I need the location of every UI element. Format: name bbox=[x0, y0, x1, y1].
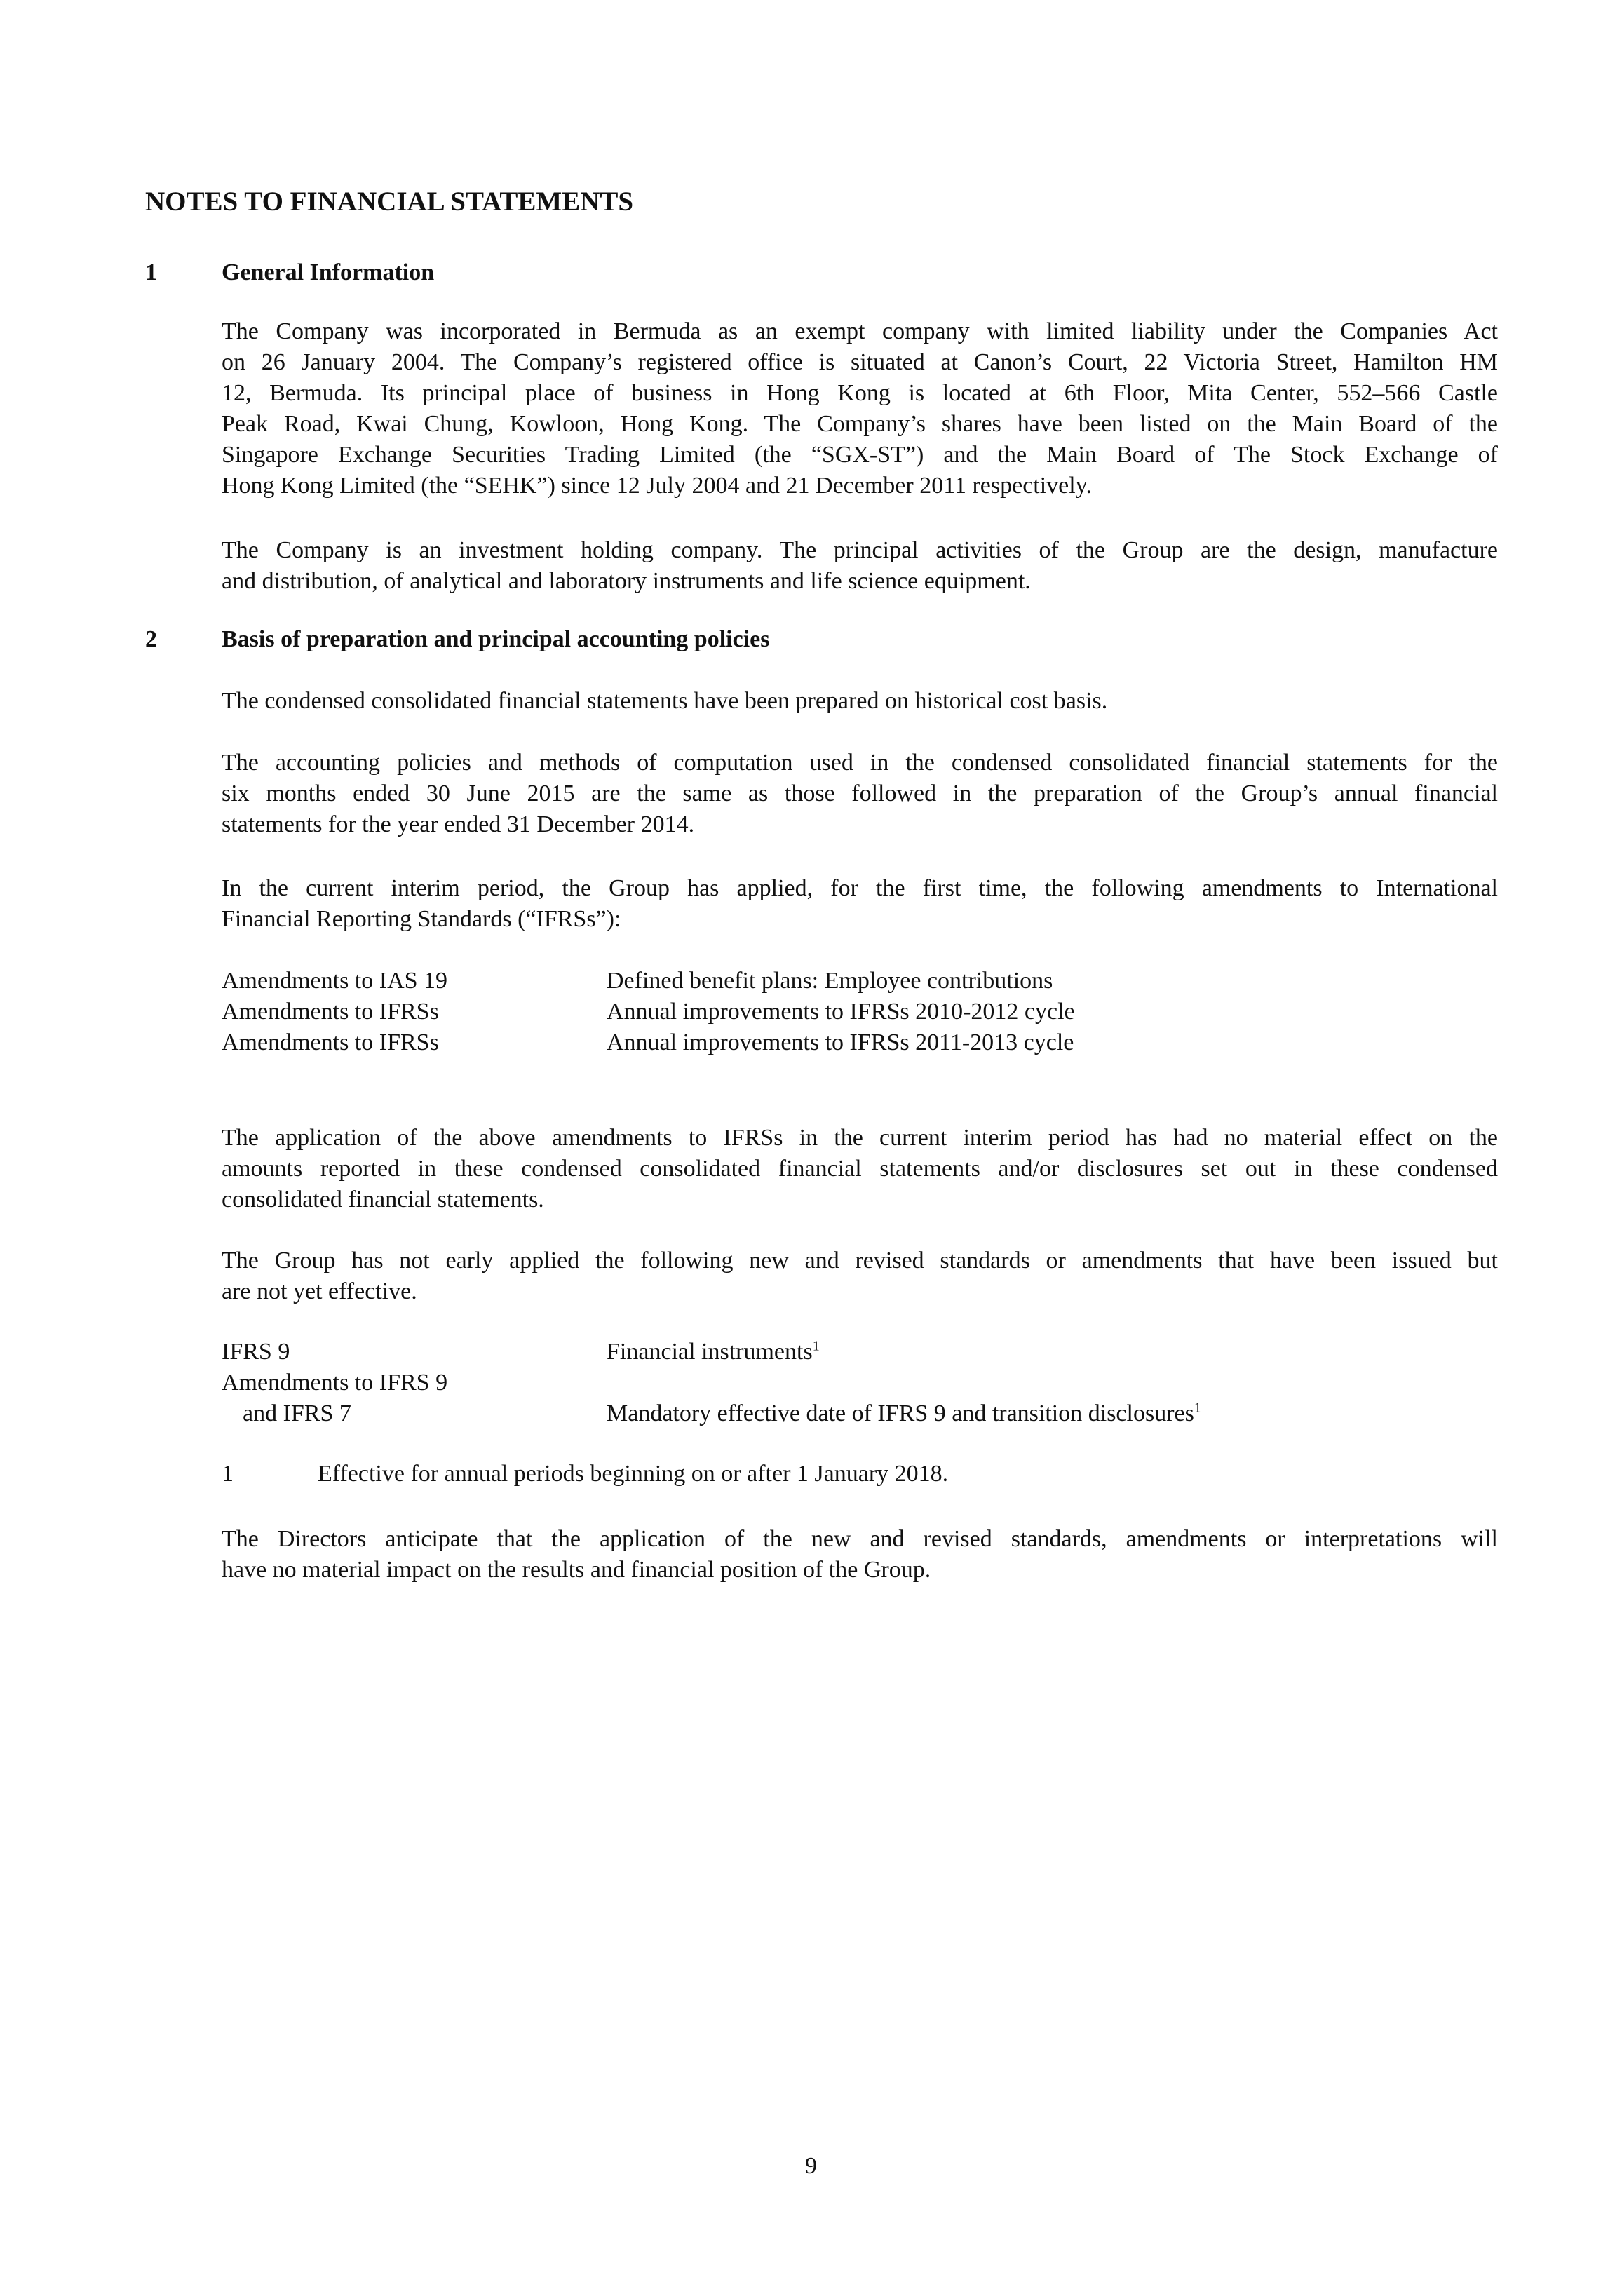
text-line: consolidated financial statements. bbox=[222, 1187, 544, 1213]
text-line: The accounting policies and methods of computation used in the condensed consolidated financial statements for the bbox=[222, 750, 1498, 776]
section-2-paragraph-1 bbox=[222, 686, 1498, 717]
text-line: Peak Road, Kwai Chung, Kowloon, Hong Kong. The Company’s shares have been listed on the Main Board of the bbox=[222, 411, 1498, 437]
text-line: The condensed consolidated financial statements have been prepared on historical cost basis. bbox=[222, 688, 1108, 714]
text-line: six months ended 30 June 2015 are the same as those followed in the preparation of the Group’s annual financial bbox=[222, 781, 1498, 806]
footnote-number: 1 bbox=[222, 1461, 234, 1487]
standard-cell: IFRS 9 bbox=[222, 1339, 290, 1365]
description-cell: Annual improvements to IFRSs 2010-2012 cycle bbox=[607, 999, 1075, 1025]
section-2-paragraph-4 bbox=[222, 1123, 1498, 1215]
text-line: The Company is an investment holding company. The principal activities of the Group are the design, manufacture bbox=[222, 537, 1498, 563]
footnote-text: Effective for annual periods beginning on or after 1 January 2018. bbox=[318, 1461, 949, 1487]
text-line: have no material impact on the results and financial position of the Group. bbox=[222, 1557, 931, 1583]
text-line: The Group has not early applied the following new and revised standards or amendments that have been issued but bbox=[222, 1248, 1498, 1274]
description-text: Financial instruments bbox=[607, 1339, 813, 1365]
text-line: amounts reported in these condensed consolidated financial statements and/or disclosures set out in these condensed bbox=[222, 1156, 1498, 1182]
footnote-marker: 1 bbox=[1194, 1400, 1201, 1416]
page-title: NOTES TO FINANCIAL STATEMENTS bbox=[145, 187, 634, 217]
section-number: 1 bbox=[145, 259, 157, 285]
footnote bbox=[222, 1461, 948, 1487]
text-line: The Directors anticipate that the application of the new and revised standards, amendments or interpretations will bbox=[222, 1526, 1498, 1552]
section-2-paragraph-3 bbox=[222, 873, 1498, 935]
section-1-heading bbox=[145, 259, 434, 286]
text-line: The Company was incorporated in Bermuda as an exempt company with limited liability under the Companies Act bbox=[222, 318, 1498, 344]
text-line: Financial Reporting Standards (“IFRSs”): bbox=[222, 906, 621, 932]
text-line: 12, Bermuda. Its principal place of business in Hong Kong is located at 6th Floor, Mita Center, 552–566 Castle bbox=[222, 380, 1498, 406]
standard-cell: Amendments to IAS 19 bbox=[222, 968, 448, 994]
section-number: 2 bbox=[145, 626, 157, 652]
text-line: The application of the above amendments to IFRSs in the current interim period has had no material effect on the bbox=[222, 1125, 1498, 1151]
standard-cell: Amendments to IFRSs bbox=[222, 999, 439, 1025]
section-1-paragraph-2 bbox=[222, 535, 1498, 597]
text-line: Singapore Exchange Securities Trading Limited (the “SGX-ST”) and the Main Board of The Stock Exchange of bbox=[222, 442, 1498, 468]
text-line: on 26 January 2004. The Company’s registered office is situated at Canon’s Court, 22 Victoria Street, Hamilton HM bbox=[222, 349, 1498, 375]
section-2-paragraph-2 bbox=[222, 748, 1498, 840]
text-line: Hong Kong Limited (the “SEHK”) since 12 July 2004 and 21 December 2011 respectively. bbox=[222, 473, 1092, 499]
text-line: and distribution, of analytical and laboratory instruments and life science equipment. bbox=[222, 568, 1031, 594]
text-line: are not yet effective. bbox=[222, 1278, 417, 1304]
description-cell bbox=[607, 1398, 1201, 1429]
section-2-heading bbox=[145, 626, 769, 653]
page-number: 9 bbox=[805, 2153, 817, 2179]
section-2-paragraph-6 bbox=[222, 1524, 1498, 1586]
description-cell: Defined benefit plans: Employee contributions bbox=[607, 968, 1053, 994]
section-2-paragraph-5 bbox=[222, 1245, 1498, 1307]
text-line: statements for the year ended 31 December 2014. bbox=[222, 811, 695, 837]
description-cell bbox=[607, 1337, 820, 1368]
section-title: Basis of preparation and principal accounting policies bbox=[222, 626, 770, 652]
standard-cell: Amendments to IFRS 9 bbox=[222, 1370, 448, 1396]
standard-cell: Amendments to IFRSs bbox=[222, 1029, 439, 1055]
section-title: General Information bbox=[222, 259, 435, 285]
description-cell: Annual improvements to IFRSs 2011-2013 cycle bbox=[607, 1029, 1074, 1055]
section-1-paragraph-1 bbox=[222, 316, 1498, 501]
standard-cell-continued: and IFRS 7 bbox=[243, 1400, 351, 1426]
description-text: Mandatory effective date of IFRS 9 and transition disclosures bbox=[607, 1400, 1194, 1426]
text-line: In the current interim period, the Group has applied, for the first time, the following amendments to International bbox=[222, 875, 1498, 901]
footnote-marker: 1 bbox=[812, 1338, 820, 1354]
